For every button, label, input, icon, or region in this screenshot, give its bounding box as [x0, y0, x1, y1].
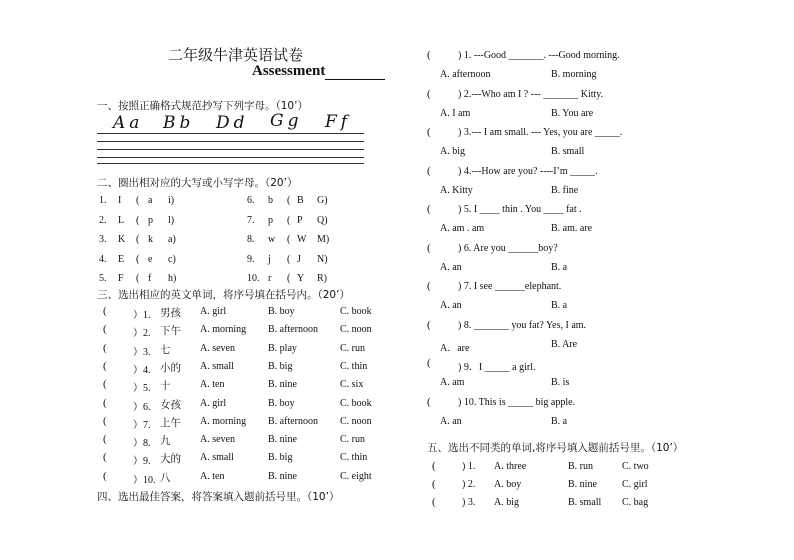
option-c: C. girl — [622, 479, 648, 490]
letter-cell: r — [268, 273, 272, 284]
chinese-word: 小的 — [160, 361, 181, 374]
question-number: ）3. — [133, 346, 151, 358]
writing-line — [97, 163, 364, 164]
option-c: C. eight — [340, 470, 372, 482]
option-a: A. big — [440, 146, 465, 157]
answer-paren[interactable]: ( — [103, 305, 107, 317]
letter-cell: 5. — [99, 273, 107, 284]
chinese-word: 八 — [160, 471, 171, 484]
letter-cell: w — [268, 234, 276, 245]
chinese-word: 大的 — [160, 453, 181, 466]
answer-paren[interactable]: ( — [427, 280, 431, 292]
option-c: C. bag — [622, 497, 649, 508]
option-b: B. boy — [268, 306, 295, 317]
question-number: ）7. — [133, 419, 151, 431]
letter-cell: K — [118, 234, 126, 245]
option-c: C. six — [340, 379, 364, 391]
letter-cell[interactable]: h) — [168, 273, 177, 284]
letter-cell: ( — [287, 234, 291, 245]
letter-cell: ( — [287, 273, 291, 284]
option-a: A. am — [440, 377, 465, 388]
answer-paren[interactable]: ( — [103, 469, 107, 482]
letter-cell[interactable]: a) — [168, 234, 176, 245]
answer-paren[interactable]: ( — [103, 451, 107, 464]
section-1-heading: 一、按照正确格式规范抄写下列字母。（10’） — [97, 100, 308, 112]
option-c: C. run — [340, 342, 365, 354]
question-number: ) 3. — [462, 497, 476, 508]
chinese-word: 下午 — [160, 325, 181, 338]
letter-ff: Ff — [325, 112, 352, 132]
question-text: ) 4.---How are you? ----I’m _____. — [458, 165, 598, 177]
option-b: B. nine — [568, 479, 597, 490]
answer-paren[interactable]: ( — [432, 478, 436, 490]
answer-paren[interactable]: ( — [427, 87, 431, 100]
answer-paren[interactable]: ( — [432, 460, 436, 472]
option-b: B. small — [551, 146, 585, 157]
question-text: ) 2.---Who am I ? --- _______ Kitty. — [458, 88, 604, 100]
question-text: ) 8. _______ you fat? Yes, I am. — [458, 319, 587, 331]
question-number: ）2. — [133, 328, 151, 340]
option-c: C. book — [340, 397, 372, 409]
option-b: B. morning — [551, 69, 597, 80]
option-b: B. nine — [268, 379, 297, 391]
letter-cell[interactable]: J — [297, 253, 301, 265]
letter-cell: p — [268, 214, 273, 226]
letter-cell[interactable]: a — [148, 195, 153, 206]
chinese-word: 九 — [160, 435, 171, 448]
option-b: B. nine — [268, 470, 297, 482]
letter-cell: j — [268, 253, 271, 265]
answer-paren[interactable]: ( — [427, 203, 431, 215]
option-a: A. big — [494, 497, 519, 508]
option-a: A．are — [440, 342, 470, 354]
question-number: ）4. — [133, 364, 151, 376]
option-b: B. a — [551, 415, 568, 427]
question-number: ) 1. — [462, 461, 476, 472]
letter-cell: ( — [287, 253, 291, 265]
letter-cell[interactable]: l) — [168, 214, 175, 226]
letter-aa: Aa — [113, 113, 144, 133]
answer-paren[interactable]: ( — [427, 357, 431, 369]
writing-line — [97, 133, 364, 134]
option-b: B. am. are — [551, 223, 593, 234]
letter-cell: 4. — [99, 253, 107, 265]
option-b: B. boy — [268, 397, 295, 409]
chinese-word: 七 — [160, 343, 171, 356]
name-blank[interactable] — [325, 65, 385, 80]
letter-cell: ( — [287, 195, 291, 206]
letter-cell: I — [118, 195, 122, 206]
option-b: B. small — [568, 497, 602, 508]
chinese-word: 女孩 — [160, 398, 181, 411]
letter-cell: F — [118, 273, 124, 284]
question-number: ）10. — [133, 474, 156, 486]
letter-cell[interactable]: R) — [317, 273, 327, 284]
letter-cell: 2. — [99, 214, 107, 226]
answer-paren[interactable]: ( — [103, 378, 107, 391]
option-c: C. book — [340, 306, 372, 317]
section-2-heading: 二、圈出相对应的大写或小写字母。（20’） — [97, 177, 298, 189]
title-en: Assessment — [252, 63, 326, 79]
option-c: C. thin — [340, 452, 368, 464]
letter-cell: 7. — [247, 214, 255, 226]
option-b: B. run — [568, 461, 593, 472]
option-a: A. morning — [200, 415, 247, 427]
chinese-word: 男孩 — [160, 307, 181, 319]
option-c: C. thin — [340, 360, 368, 372]
option-a: A. an — [440, 415, 462, 427]
question-text: ) 1. ---Good _______. ---Good morning. — [458, 50, 620, 61]
question-text: ) 6. Are you ______boy? — [458, 242, 558, 254]
writing-line — [97, 149, 364, 150]
letter-cell: 9. — [247, 253, 255, 265]
letter-cell[interactable]: i) — [168, 195, 175, 206]
option-a: A. boy — [494, 479, 522, 490]
option-c: C. noon — [340, 415, 372, 427]
writing-line — [97, 141, 364, 142]
answer-paren[interactable]: ( — [103, 341, 107, 354]
letter-cell[interactable]: e — [148, 253, 153, 265]
option-a: A. small — [200, 360, 234, 372]
letter-cell[interactable]: Q) — [317, 214, 328, 226]
option-c: C. run — [340, 434, 365, 446]
option-a: A. Kitty — [440, 184, 473, 196]
letter-cell: E — [118, 253, 125, 265]
letter-cell[interactable]: M) — [317, 234, 330, 245]
option-a: A. ten — [200, 379, 225, 391]
option-b: B. big — [268, 360, 293, 372]
option-a: A. afternoon — [440, 69, 491, 80]
letter-cell: b — [268, 195, 273, 206]
letter-cell[interactable]: G) — [317, 195, 328, 206]
question-number: ）6. — [133, 401, 151, 413]
option-a: A. three — [494, 461, 527, 472]
question-number: ）5. — [133, 383, 151, 395]
letter-bb: Bb — [163, 113, 195, 133]
option-b: B. a — [551, 261, 568, 273]
option-a: A. seven — [200, 342, 235, 354]
answer-paren[interactable]: ( — [103, 359, 107, 372]
question-text: ) 10. This is _____ big apple. — [458, 396, 576, 408]
section-4-heading: 四、选出最佳答案，将答案填入题前括号里。（10’） — [97, 491, 340, 503]
letter-cell: ( — [287, 214, 291, 226]
option-a: A. girl — [200, 306, 227, 317]
writing-line — [97, 157, 364, 158]
question-number: ）8. — [133, 438, 151, 450]
answer-paren[interactable]: ( — [103, 323, 107, 336]
question-number: ) 2. — [462, 479, 476, 490]
option-a: A. an — [440, 261, 462, 273]
letter-cell[interactable]: c) — [168, 253, 176, 265]
question-number: ）9. — [133, 456, 151, 468]
letter-cell: 3. — [99, 234, 107, 245]
question-number: ）1. — [133, 310, 151, 321]
answer-paren[interactable]: ( — [427, 126, 431, 138]
option-a: A. an — [440, 300, 462, 311]
answer-paren[interactable]: ( — [427, 318, 431, 331]
letter-cell[interactable]: f — [148, 273, 152, 284]
option-b: B. afternoon — [268, 324, 318, 336]
letter-gg: Gg — [270, 111, 303, 131]
letter-cell: ( — [136, 234, 140, 245]
option-a: A. seven — [200, 434, 235, 446]
option-c: C. two — [622, 461, 649, 472]
answer-paren[interactable]: ( — [427, 49, 431, 61]
title-cn: 二年级牛津英语试卷 — [168, 46, 304, 64]
letter-cell: ( — [136, 195, 140, 206]
letter-cell: ( — [136, 253, 140, 265]
letter-cell: 8. — [247, 234, 255, 245]
option-b: B. is — [551, 377, 570, 388]
answer-paren[interactable]: ( — [427, 395, 431, 408]
letter-cell: ( — [136, 273, 140, 284]
letter-cell: ( — [136, 214, 140, 226]
letter-cell: 6. — [247, 195, 255, 206]
letter-cell: 1. — [99, 195, 107, 206]
option-c: C. noon — [340, 324, 372, 336]
letter-cell[interactable]: P — [297, 214, 303, 226]
option-b: B. big — [268, 452, 293, 464]
option-b: B. a — [551, 300, 568, 311]
letter-cell[interactable]: Y — [297, 273, 305, 284]
option-a: A. small — [200, 452, 234, 464]
option-a: A. I am — [440, 107, 471, 119]
option-b: B. Are — [551, 338, 578, 350]
letter-cell[interactable]: k — [148, 234, 153, 245]
option-a: A. girl — [200, 397, 227, 409]
answer-paren[interactable]: ( — [432, 496, 436, 508]
letter-cell: L — [118, 214, 125, 226]
answer-paren[interactable]: ( — [427, 164, 431, 177]
question-text: ) 5. I ____ thin . You ____ fat . — [458, 204, 582, 215]
option-b: B. afternoon — [268, 415, 318, 427]
option-a: A. am . am — [440, 223, 485, 234]
letter-dd: Dd — [216, 113, 249, 133]
section-3-heading: 三、选出相应的英文单词，将序号填在括号内。（20’） — [97, 289, 350, 301]
answer-paren[interactable]: ( — [103, 396, 107, 409]
option-a: A. morning — [200, 324, 247, 336]
letter-cell: 10. — [247, 273, 260, 284]
option-b: B. nine — [268, 434, 297, 446]
chinese-word: 上午 — [160, 416, 181, 429]
letter-cell[interactable]: N) — [317, 253, 328, 265]
option-a: A. ten — [200, 470, 225, 482]
letter-cell[interactable]: B — [297, 195, 304, 206]
letter-cell[interactable]: W — [297, 234, 307, 245]
question-text: ) 9．I _____ a girl. — [458, 362, 536, 373]
section-5-heading: 五、选出不同类的单词,将序号填入题前括号里。（10’） — [427, 442, 684, 454]
letter-cell[interactable]: p — [148, 214, 153, 226]
answer-paren[interactable]: ( — [103, 414, 107, 427]
chinese-word: 十 — [160, 380, 171, 393]
answer-paren[interactable]: ( — [103, 433, 107, 446]
option-b: B. You are — [551, 107, 594, 119]
question-text: ) 7. I see ______elephant. — [458, 281, 562, 292]
title-en-line — [252, 62, 385, 80]
option-b: B. fine — [551, 184, 579, 196]
question-text: ) 3.--- I am small. --- Yes, you are _____. — [458, 127, 623, 138]
answer-paren[interactable]: ( — [427, 241, 431, 254]
option-b: B. play — [268, 342, 297, 354]
